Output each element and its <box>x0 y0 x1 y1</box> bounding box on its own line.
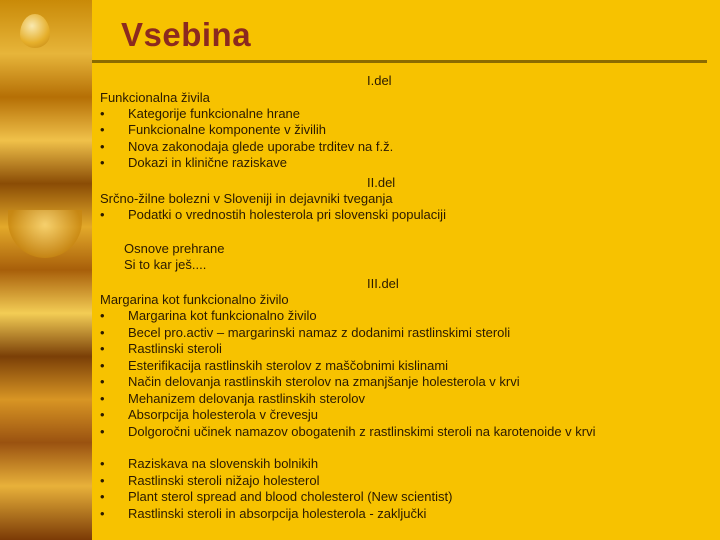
part2-label: II.del <box>367 175 396 190</box>
slide-title: Vsebina <box>121 16 252 53</box>
part2-extra-2: Si to kar ješ.... <box>124 257 207 272</box>
part2-heading: Srčno-žilne bolezni v Sloveniji in dejavniki tveganja <box>100 191 393 206</box>
bowl-image <box>8 210 82 258</box>
part2-extra-1: Osnove prehrane <box>124 241 225 256</box>
title-underline <box>92 60 707 63</box>
decorative-sidebar <box>0 0 92 540</box>
list-item: • Dolgoročni učinek namazov obogatenih z rastlinskimi steroli na karotenoide v krvi <box>100 424 596 439</box>
oil-drop-icon <box>20 14 50 48</box>
part1-heading: Funkcionalna živila <box>100 90 210 105</box>
part1-label: I.del <box>367 73 392 88</box>
part3-heading: Margarina kot funkcionalno živilo <box>100 292 289 307</box>
part3-label: III.del <box>367 276 399 291</box>
